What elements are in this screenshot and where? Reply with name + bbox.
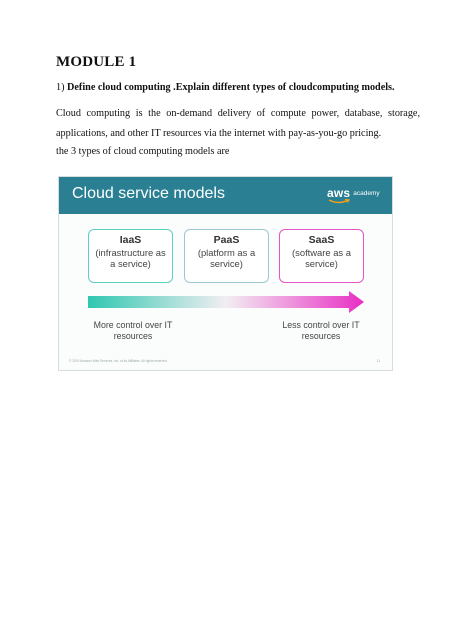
slide-footer-copyright: © 2019 Amazon Web Services, Inc. or its Affiliates. All rights reserved.: [69, 359, 168, 363]
question-text: Define cloud computing .Explain different types of cloudcomputing models.: [67, 82, 395, 93]
slide-header: [59, 177, 392, 214]
saas-box: [279, 229, 364, 283]
lead-in-text: the 3 types of cloud computing models are: [56, 146, 230, 157]
more-control-label: More control over IT resources: [93, 320, 173, 341]
slide-title: Cloud service models: [72, 185, 225, 202]
module-heading: MODULE 1: [56, 54, 137, 70]
cloud-service-models-slide: [58, 176, 393, 371]
iaas-abbr: IaaS: [119, 234, 142, 246]
definition-paragraph: Cloud computing is the on-demand delivery of compute power, database, storage, applications, and other IT resources via the internet with pay-as-you-go pricing.: [56, 108, 420, 139]
iaas-description: (infrastructure as a service): [95, 247, 166, 269]
iaas-box: [88, 229, 173, 283]
paas-abbr: PaaS: [213, 234, 240, 246]
aws-academy-logo: [327, 184, 380, 202]
control-gradient-arrow: [87, 290, 367, 314]
less-control-label: Less control over IT resources: [282, 320, 360, 341]
saas-description: (software as a service): [292, 247, 351, 269]
question-line: [56, 82, 395, 93]
aws-smile-icon: [328, 199, 350, 205]
aws-logo-subtext: academy: [353, 190, 380, 197]
aws-logo-text: aws: [327, 186, 351, 200]
saas-abbr: SaaS: [308, 234, 335, 246]
paas-description: (platform as a service): [197, 247, 256, 269]
paas-box: [184, 229, 269, 283]
slide-page-number: 11: [376, 359, 380, 363]
question-number: 1): [56, 82, 65, 93]
